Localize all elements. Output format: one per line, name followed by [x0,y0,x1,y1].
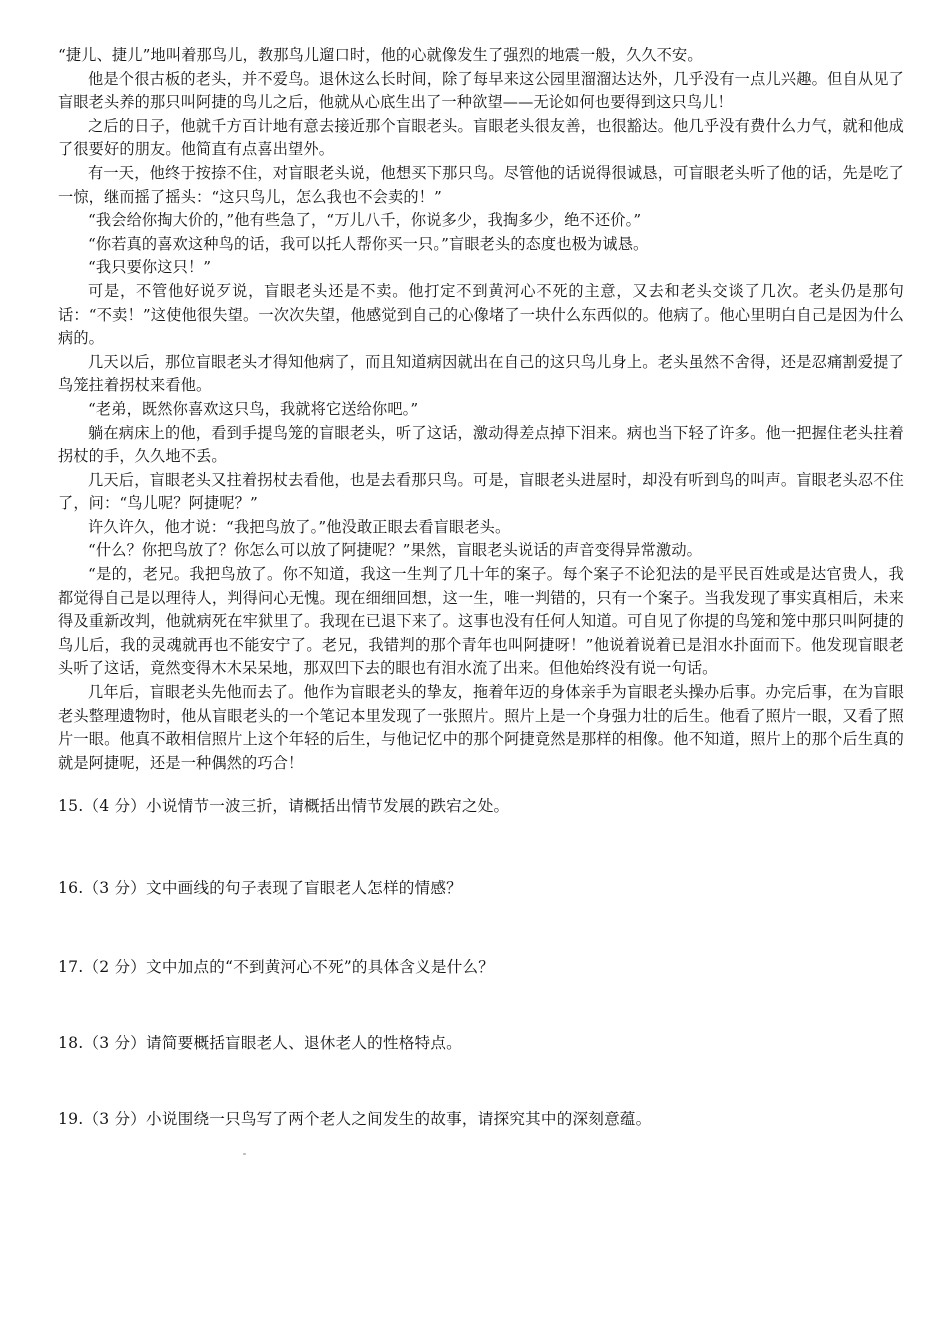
passage-paragraph: “什么？你把鸟放了？你怎么可以放了阿捷呢？”果然，盲眼老头说话的声音变得异常激动。 [88,541,702,560]
question-19: 19.（3 分）小说围绕一只鸟写了两个老人之间发生的故事，请探究其中的深刻意蕴。 [58,1110,652,1128]
passage-paragraph: “我只要你这只！” [88,258,212,277]
passage-paragraph: “老弟，既然你喜欢这只鸟，我就将它送给你吧。” [88,399,419,418]
passage-paragraph: 几天后，盲眼老头又拄着拐杖去看他，也是去看那只鸟。可是，盲眼老头进屋时，却没有听到鸟的叫声。盲眼老头忍不住了，问：“鸟儿呢？阿捷呢？” [58,470,904,513]
passage-paragraph: “你若真的喜欢这种鸟的话，我可以托人帮你买一只。”盲眼老头的态度也极为诚恳。 [88,234,649,253]
passage-paragraph: 可是，不管他好说歹说，盲眼老头还是不卖。他打定不到黄河心不死的主意，又去和老头交谈了几次。老头仍是那句话：“不卖！”这使他很失望。一次次失望，他感觉到自己的心像堵了一块什么东西似的。他病了。他心里明白自己是因为什么病的。 [58,281,904,348]
passage-paragraph: 之后的日子，他就千方百计地有意去接近那个盲眼老头。盲眼老头很友善，也很豁达。他几乎没有费什么力气，就和他成了很要好的朋友。他简直有点喜出望外。 [58,116,904,159]
passage-paragraph: “是的，老兄。我把鸟放了。你不知道，我这一生判了几十年的案子。每个案子不论犯法的是平民百姓或是达官贵人，我都觉得自己是以理待人，判得问心无愧。现在细细回想，这一生，唯一判错的，只有一个案子。当我发现了事实真相后，未来得及重新改判，他就病死在牢狱里了。我现在已退下来了。这事也没有任何人知道。可自见了你提的鸟笼和笼中那只叫阿捷的鸟儿后，我的灵魂就再也不能安宁了。老兄，我错判的那个青年也叫阿捷呀！”他说着说着已是泪水扑面而下。他发现盲眼老头听了这话，竟然变得木木呆呆地，那双凹下去的眼也有泪水流了出来。但他始终没有说一句话。 [58,565,904,678]
passage-paragraph: 躺在病床上的他，看到手提鸟笼的盲眼老头，听了这话，激动得差点掉下泪来。病也当下轻了许多。他一把握住老头拄着拐杖的手，久久地不丢。 [58,423,904,466]
question-15: 15.（4 分）小说情节一波三折，请概括出情节发展的跌宕之处。 [58,797,510,815]
passage-paragraph: 许久许久，他才说：“我把鸟放了。”他没敢正眼去看盲眼老头。 [88,517,511,536]
scan-speck [243,1153,246,1155]
reading-passage [58,44,904,775]
question-18: 18.（3 分）请简要概括盲眼老人、退休老人的性格特点。 [58,1034,462,1052]
question-16: 16.（3 分）文中画线的句子表现了盲眼老人怎样的情感？ [58,879,462,897]
passage-paragraph: 几天以后，那位盲眼老头才得知他病了，而且知道病因就出在自己的这只鸟儿身上。老头虽然不舍得，还是忍痛割爱提了鸟笼拄着拐杖来看他。 [58,352,904,395]
passage-paragraph: 有一天，他终于按捺不住，对盲眼老头说，他想买下那只鸟。尽管他的话说得很诚恳，可盲眼老头听了他的话，先是吃了一惊，继而摇了摇头：“这只鸟儿，怎么我也不会卖的！” [58,163,904,206]
passage-paragraph: 几年后，盲眼老头先他而去了。他作为盲眼老头的挚友，拖着年迈的身体亲手为盲眼老头操办后事。办完后事，在为盲眼老头整理遗物时，他从盲眼老头的一个笔记本里发现了一张照片。照片上是一个身强力壮的后生。他看了照片一眼，又看了照片一眼。他真不敢相信照片上这个年轻的后生，与他记忆中的那个阿捷竟然是那样的相像。他不知道，照片上的那个后生真的就是阿捷呢，还是一种偶然的巧合！ [58,683,904,772]
passage-paragraph: “捷儿、捷儿”地叫着那鸟儿，教那鸟儿遛口时，他的心就像发生了强烈的地震一般，久久不安。 [58,46,703,64]
passage-paragraph: “我会给你掏大价的，”他有些急了，“万儿八千，你说多少，我掏多少，绝不还价。” [88,211,642,230]
passage-paragraph: 他是个很古板的老头，并不爱鸟。退休这么长时间，除了每早来这公园里溜溜达达外，几乎没有一点儿兴趣。但自从见了盲眼老头养的那只叫阿捷的鸟儿之后，他就从心底生出了一种欲望——无论如何也要得到这只鸟儿！ [58,69,904,112]
question-17: 17.（2 分）文中加点的“不到黄河心不死”的具体含义是什么？ [58,958,495,976]
